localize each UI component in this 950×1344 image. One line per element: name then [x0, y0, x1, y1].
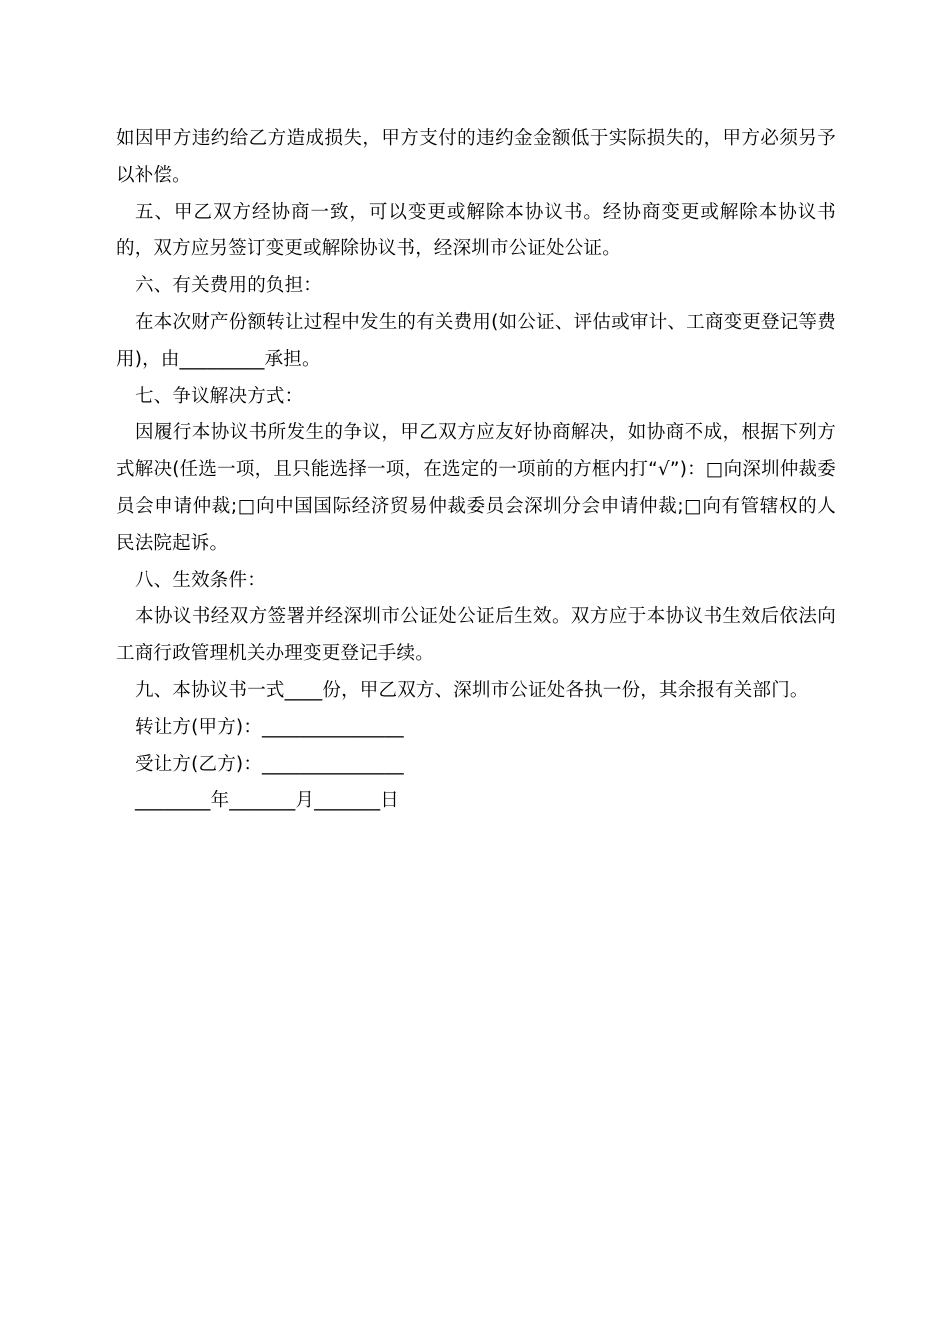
paragraph-clause-five: 五、甲乙双方经协商一致，可以变更或解除本协议书。经协商变更或解除本协议书的，双方应另签订变更或解除协议书，经深圳市公证处公证。	[116, 201, 836, 260]
heading-clause-eight: 八、生效条件：	[135, 569, 266, 591]
paragraph-fees: 在本次财产份额转让过程中发生的有关费用(如公证、评估或审计、工商变更登记等费用)，由_________承担。	[116, 311, 836, 370]
paragraph-clause-nine: 九、本协议书一式____份，甲乙双方、深圳市公证处各执一份，其余报有关部门。	[135, 679, 809, 701]
paragraph-breach-compensation: 如因甲方违约给乙方造成损失，甲方支付的违约金金额低于实际损失的，甲方必须另予以补偿。	[116, 128, 836, 186]
signature-date: ________年_______月_______日	[135, 790, 400, 812]
signature-transferee: 受让方(乙方)：_______________	[135, 753, 404, 775]
document-body	[116, 121, 836, 820]
signature-transferor: 转让方(甲方)：_______________	[135, 716, 404, 738]
paragraph-effective-conditions: 本协议书经双方签署并经深圳市公证处公证后生效。双方应于本协议书生效后依法向工商行政管理机关办理变更登记手续。	[116, 606, 836, 665]
paragraph-dispute-resolution: 因履行本协议书所发生的争议，甲乙双方应友好协商解决，如协商不成，根据下列方式解决(任选一项，且只能选择一项，在选定的一项前的方框内打“√”)：□向深圳仲裁委员会申请仲裁;□向中国国际经济贸易仲裁委员会深圳分会申请仲裁;□向有管辖权的人民法院起诉。	[116, 422, 836, 554]
heading-clause-seven: 七、争议解决方式：	[135, 385, 304, 407]
heading-clause-six: 六、有关费用的负担：	[135, 275, 323, 297]
